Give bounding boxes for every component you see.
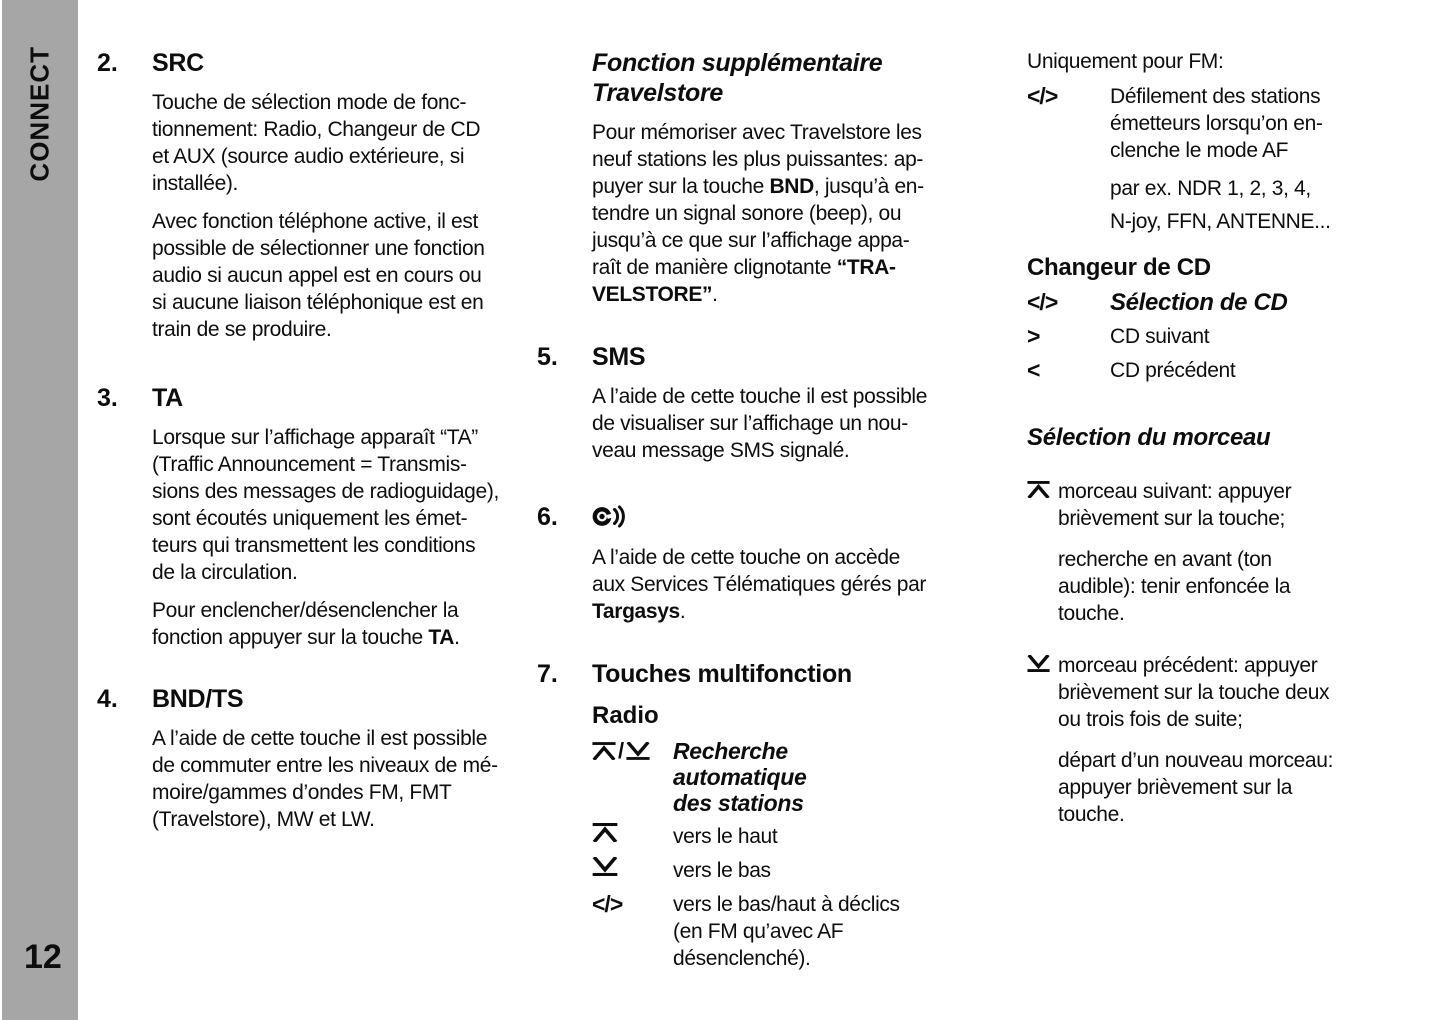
section-title: SRC: [152, 49, 204, 77]
paragraph: Pour mémoriser avec Travelstore les neuf stations les plus puissantes: ap- puyer sur la touche BND, jusqu’à en- tendre un signal sonore (beep), ou jusqu’à ce que sur l’affichage appa- raît de manière clignotante “TRA- VELSTORE”.: [592, 121, 924, 306]
paragraph: Touche de sélection mode de fonc- tionnement: Radio, Changeur de CD et AUX (source audio extérieure, si installée).: [152, 91, 481, 195]
key-description: Sélection de CD: [1110, 289, 1288, 316]
seek-down-icon: [1027, 655, 1050, 672]
key-symbol: [592, 857, 673, 881]
key-row-cd-select: [1027, 289, 1347, 316]
cd-changer-heading: Changeur de CD: [1027, 254, 1211, 281]
column-left: [97, 48, 499, 833]
section-travelstore: [537, 48, 929, 308]
section-title: BND/TS: [152, 685, 244, 713]
slash-separator: /: [618, 738, 625, 763]
section-number: 3.: [97, 384, 118, 412]
section-title: SMS: [592, 343, 646, 371]
section-title: Touches multifonction: [592, 660, 852, 688]
key-description: vers le bas: [673, 859, 771, 882]
section-number: 5.: [537, 343, 558, 371]
key-symbol: [592, 738, 673, 764]
seek-down-icon: [592, 857, 618, 876]
paragraph: Pour enclencher/désenclencher la fonction appuyer sur la touche TA.: [152, 599, 460, 649]
key-description: CD précédent: [1110, 359, 1236, 382]
section-telematics: [537, 502, 929, 625]
paragraph: Avec fonction téléphone active, il est possible de sélectionner une fonction audio si aucun appel est en cours ou si aucune liaison téléphonique est en train de se produire.: [152, 210, 485, 341]
prev-symbol: <: [1027, 357, 1040, 383]
column-right: [1027, 48, 1347, 828]
key-row-seek-auto: [592, 738, 929, 816]
section-number-spacer: [537, 48, 592, 308]
key-symbol: [592, 823, 673, 847]
key-description: Recherche automatique des stations: [673, 738, 807, 816]
seek-up-icon: [592, 823, 618, 842]
paragraph: A l’aide de cette touche il est possible de commuter entre les niveaux de mé- moire/gammes d’ondes FM, FMT (Travelstore), MW et LW.: [152, 727, 498, 831]
section-number: 4.: [97, 685, 118, 713]
key-description: morceau précédent: appuyer brièvement sur la touche deux ou trois fois de suite;: [1058, 654, 1330, 731]
chapter-tab-strip: [2, 0, 78, 1020]
section-number: 2.: [97, 49, 118, 77]
section-title: TA: [152, 384, 183, 412]
steps-symbol: </>: [592, 891, 623, 917]
key-row-seek-down: [592, 857, 929, 884]
track-selection-heading: Sélection du morceau: [1027, 424, 1271, 451]
section-number: 7.: [537, 660, 558, 688]
paragraph: A l’aide de cette touche il est possible de visualiser sur l’affichage un nou- veau message SMS signalé.: [592, 385, 928, 462]
track-next-hold-paragraph: recherche en avant (ton audible): tenir enfoncée la touche.: [1058, 548, 1291, 625]
key-row-af-scroll: [1027, 83, 1347, 164]
travelstore-heading: Fonction supplémentaire Travelstore: [592, 49, 883, 107]
key-row-cd-prev: [1027, 357, 1347, 384]
paragraph: A l’aide de cette touche on accède aux Services Télématiques gérés par Targasys.: [592, 546, 927, 623]
key-symbol: [1027, 652, 1058, 677]
key-description: morceau suivant: appuyer brièvement sur la touche;: [1058, 480, 1292, 530]
paragraph: Lorsque sur l’affichage apparaît “TA” (Traffic Announcement = Transmis- sions des messages de radioguidage), sont écoutés uniquement les émet- teurs qui transmettent les conditions de la circulation.: [152, 426, 499, 584]
telematics-icon: [592, 505, 628, 528]
chapter-tab-label: CONNECT: [24, 46, 55, 182]
column-middle: [537, 48, 929, 972]
key-row-cd-next: [1027, 323, 1347, 350]
track-new-start-paragraph: départ d’un nouveau morceau: appuyer brièvement sur la touche.: [1058, 749, 1334, 826]
section-sms: [537, 342, 929, 464]
seek-up-icon: [592, 742, 616, 760]
radio-subheading: Radio: [592, 702, 659, 729]
key-description: vers le haut: [673, 825, 778, 848]
key-description: vers le bas/haut à déclics (en FM qu’avec AF désenclenché).: [673, 893, 900, 970]
key-row-track-prev: [1027, 652, 1347, 733]
section-bnd-ts: [97, 684, 498, 833]
seek-down-icon: [626, 742, 650, 760]
seek-up-icon: [1027, 481, 1050, 498]
section-src: [97, 48, 489, 343]
key-row-steps: [592, 891, 929, 972]
fm-only-label: Uniquement pour FM:: [1027, 50, 1224, 73]
fm-station-examples: par ex. NDR 1, 2, 3, 4, N-joy, FFN, ANTENNE...: [1110, 177, 1331, 233]
steps-symbol: </>: [1027, 83, 1058, 109]
key-row-track-next: [1027, 478, 1347, 532]
key-description: Défilement des stations émetteurs lorsqu’on en- clenche le mode AF: [1110, 85, 1323, 162]
section-number: 6.: [537, 503, 558, 531]
key-symbol: [1027, 478, 1058, 503]
section-multifunction: [537, 659, 929, 972]
page-number: 12: [24, 938, 62, 976]
steps-symbol: </>: [1027, 289, 1058, 315]
section-ta: [97, 383, 499, 651]
next-symbol: >: [1027, 323, 1040, 349]
key-description: CD suivant: [1110, 325, 1210, 348]
key-row-seek-up: [592, 823, 929, 850]
